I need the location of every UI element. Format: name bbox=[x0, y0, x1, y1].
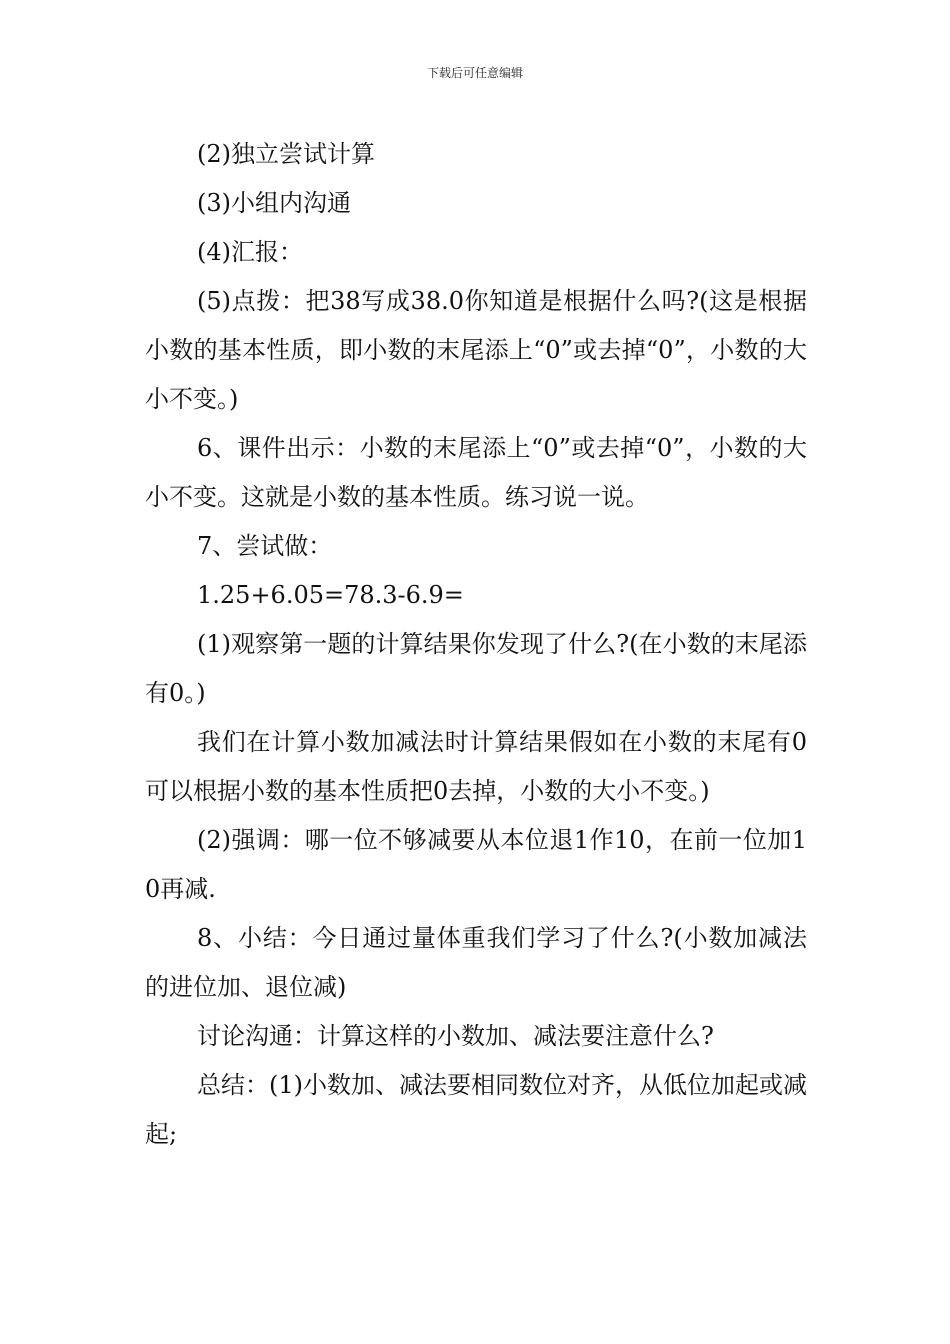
paragraph: (2)强调：哪一位不够减要从本位退1作10，在前一位加10再减. bbox=[145, 826, 807, 903]
paragraph: (2)独立尝试计算 bbox=[197, 140, 375, 168]
paragraph: (4)汇报： bbox=[197, 238, 303, 266]
paragraph: 我们在计算小数加减法时计算结果假如在小数的末尾有0可以根据小数的基本性质把0去掉，小数的大小不变。) bbox=[145, 728, 807, 805]
paragraph: (3)小组内沟通 bbox=[197, 189, 351, 217]
paragraph: 总结：(1)小数加、减法要相同数位对齐，从低位加起或减起; bbox=[145, 1071, 807, 1148]
paragraph: 6、课件出示：小数的末尾添上“0”或去掉“0”，小数的大小不变。这就是小数的基本性质。练习说一说。 bbox=[145, 434, 807, 511]
paragraph: 7、尝试做： bbox=[197, 532, 333, 560]
document-body bbox=[145, 130, 807, 1159]
paragraph: (5)点拨：把38写成38.0你知道是根据什么吗?(这是根据小数的基本性质，即小数的末尾添上“0”或去掉“0”，小数的大小不变。) bbox=[145, 287, 807, 413]
page-header: 下载后可任意编辑 bbox=[426, 66, 523, 80]
paragraph: 8、小结：今日通过量体重我们学习了什么?(小数加减法的进位加、退位减) bbox=[145, 924, 807, 1001]
paragraph: (1)观察第一题的计算结果你发现了什么?(在小数的末尾添有0。) bbox=[145, 630, 807, 707]
paragraph: 1.25+6.05=78.3-6.9= bbox=[197, 581, 464, 609]
paragraph: 讨论沟通：计算这样的小数加、减法要注意什么? bbox=[197, 1022, 714, 1050]
